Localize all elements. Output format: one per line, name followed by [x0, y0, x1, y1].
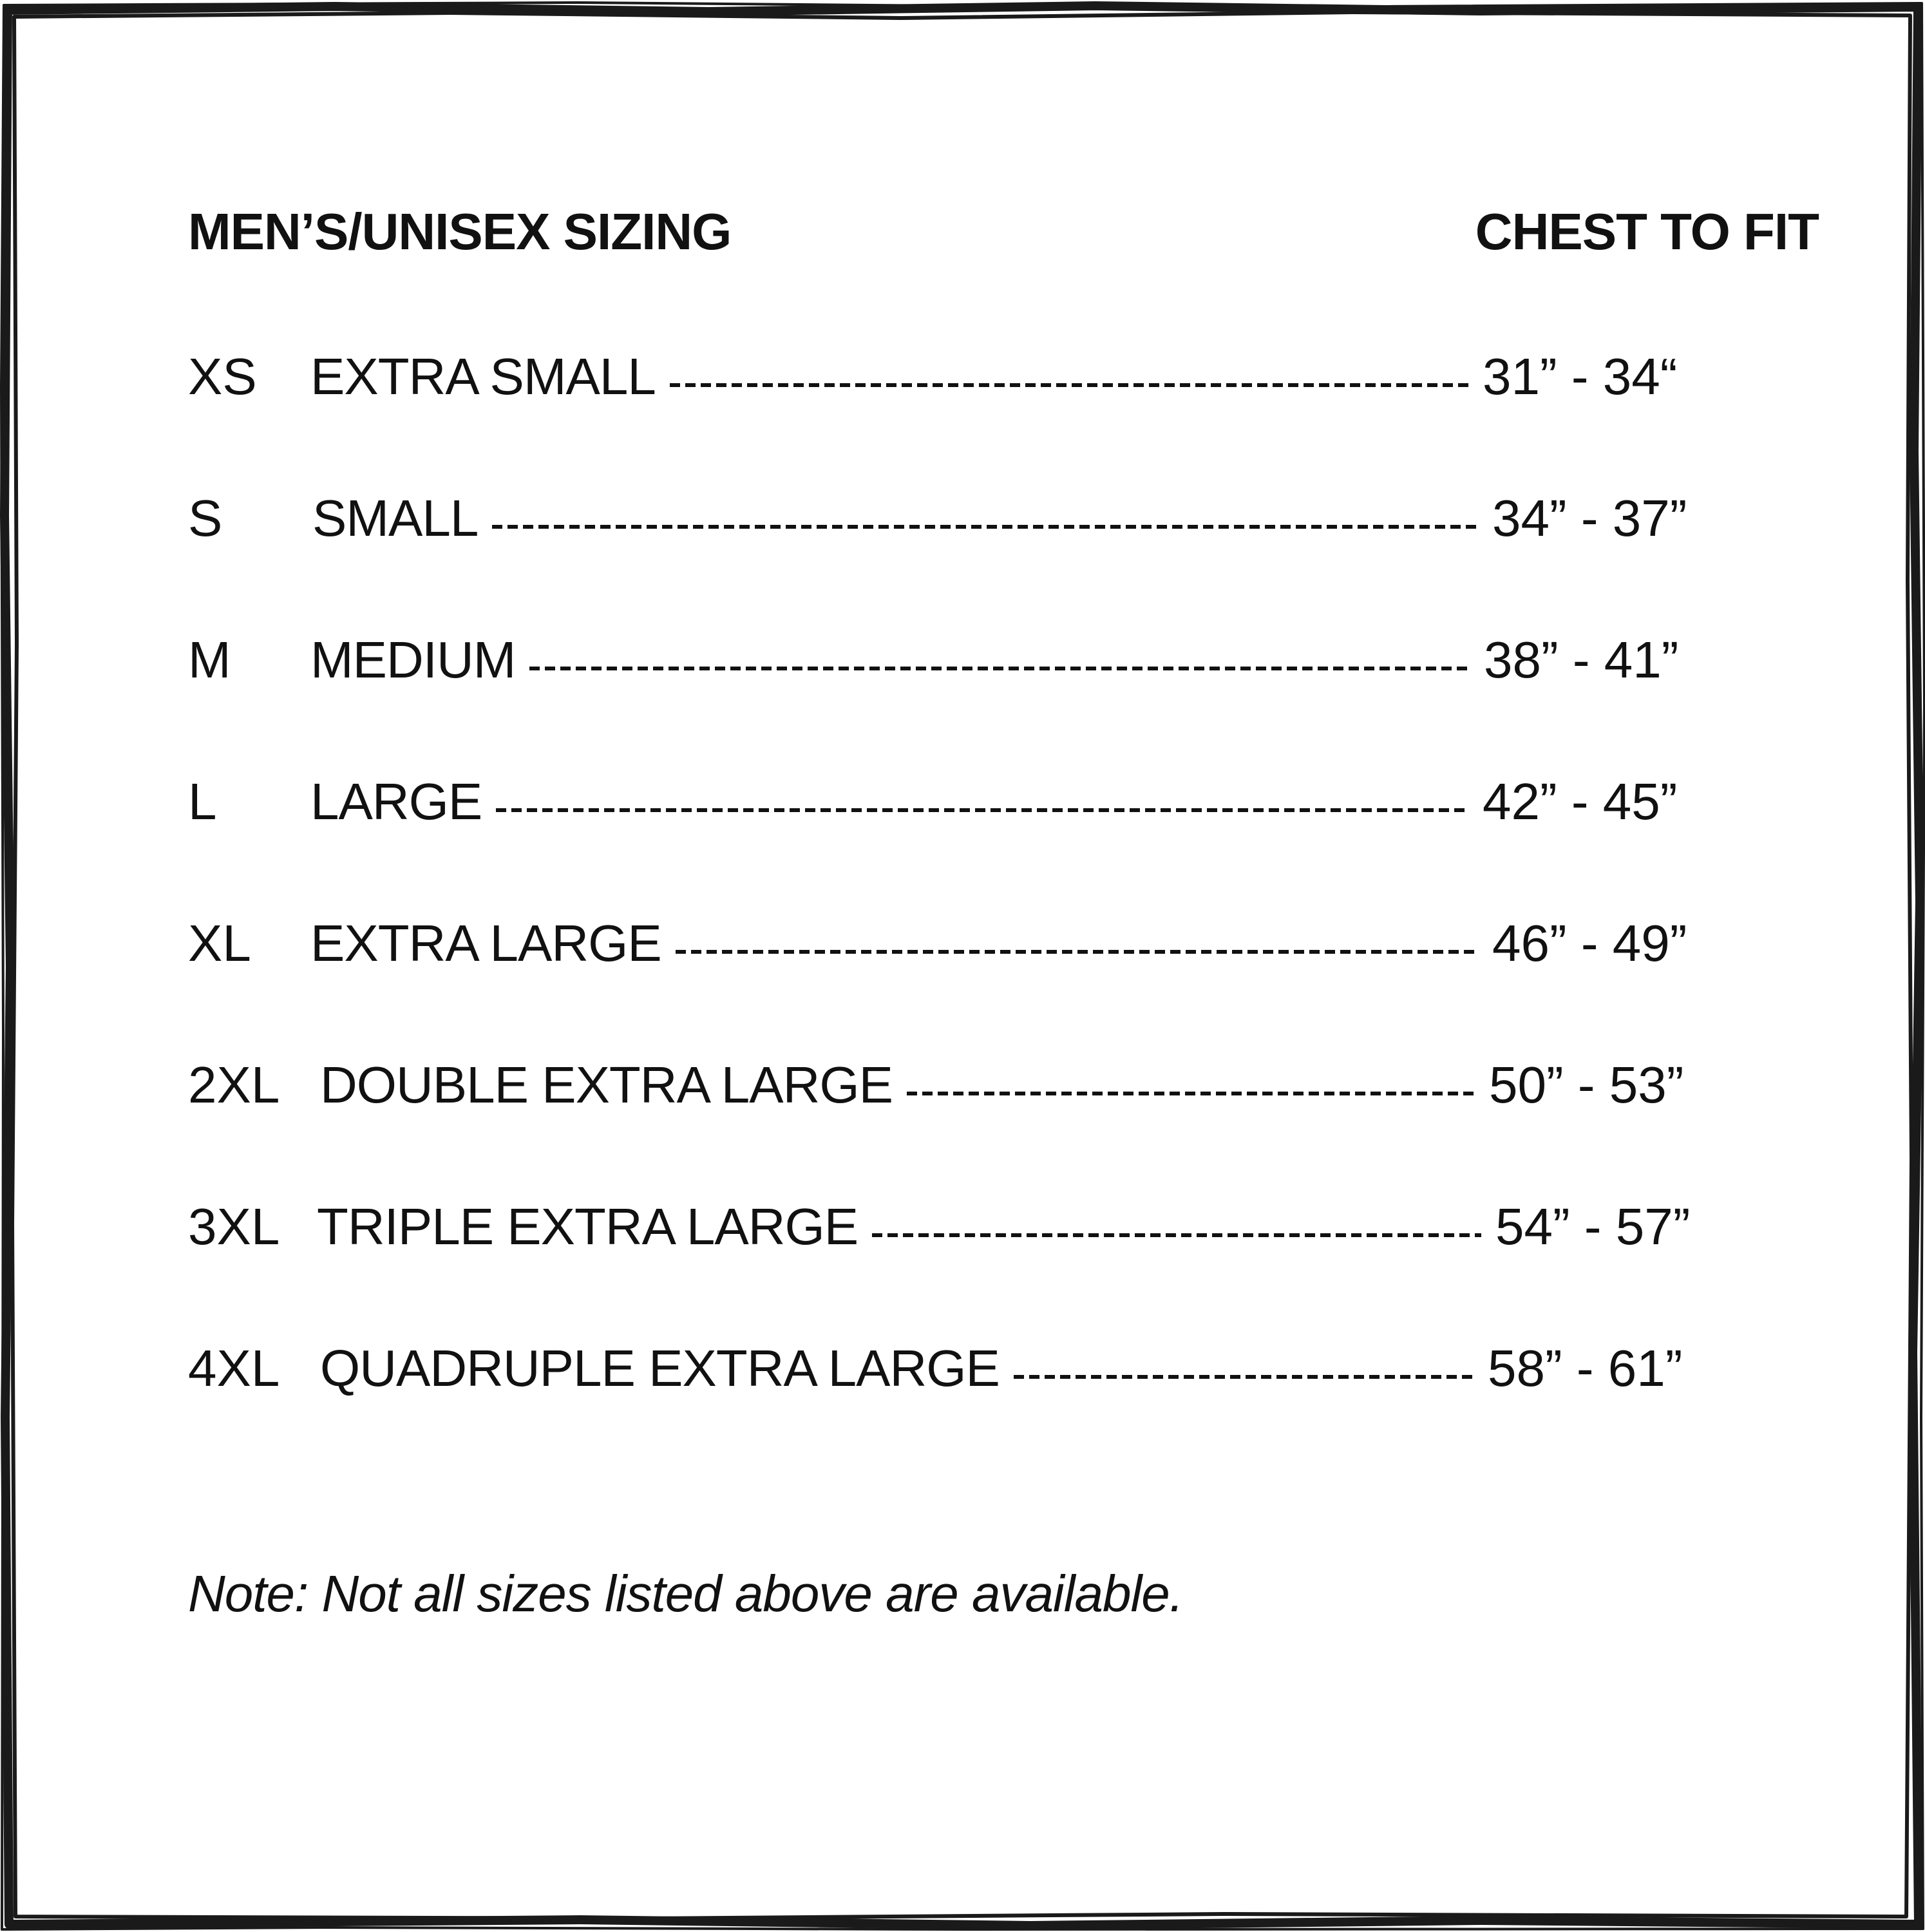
chest-range: 54” - 57”	[1495, 1198, 1691, 1255]
chest-column-header: CHEST TO FIT	[1475, 203, 1819, 260]
chart-title: MEN’S/UNISEX SIZING	[188, 203, 732, 260]
size-code: 2XL	[188, 1056, 280, 1113]
size-code: M	[188, 631, 231, 688]
chest-range: 58” - 61”	[1488, 1340, 1683, 1397]
dashed-leader	[492, 486, 1478, 551]
dashed-leader	[907, 1053, 1475, 1117]
size-row-m	[188, 628, 1721, 692]
size-code: XS	[188, 348, 257, 405]
size-row-l	[188, 770, 1721, 834]
size-name: EXTRA SMALL	[310, 348, 656, 405]
chest-range: 42” - 45”	[1483, 773, 1678, 830]
size-row-xl	[188, 911, 1721, 976]
dashed-leader	[1014, 1336, 1475, 1401]
size-row-xs	[188, 345, 1721, 409]
size-code: S	[188, 489, 223, 547]
chest-range: 46” - 49”	[1492, 914, 1687, 972]
size-name: DOUBLE EXTRA LARGE	[320, 1056, 893, 1113]
dashed-leader	[529, 628, 1470, 692]
size-row-2xl	[188, 1053, 1721, 1117]
dashed-leader	[496, 770, 1468, 834]
size-name: SMALL	[312, 489, 479, 547]
chest-range: 38” - 41”	[1484, 631, 1679, 688]
size-row-s	[188, 486, 1721, 551]
size-code: XL	[188, 914, 251, 972]
size-name: MEDIUM	[310, 631, 516, 688]
size-row-3xl	[188, 1195, 1721, 1259]
dashed-leader	[676, 911, 1478, 976]
chest-range: 34” - 37”	[1492, 489, 1687, 547]
dashed-leader	[872, 1195, 1481, 1259]
chest-range: 31” - 34“	[1483, 348, 1678, 405]
size-code: L	[188, 773, 217, 830]
size-name: LARGE	[310, 773, 482, 830]
availability-note: Note: Not all sizes listed above are available.	[188, 1565, 1183, 1622]
dashed-leader	[670, 345, 1468, 409]
size-code: 3XL	[188, 1198, 280, 1255]
size-name: QUADRUPLE EXTRA LARGE	[320, 1340, 1000, 1397]
size-code: 4XL	[188, 1340, 280, 1397]
size-row-4xl	[188, 1336, 1721, 1401]
size-name: TRIPLE EXTRA LARGE	[317, 1198, 858, 1255]
size-name: EXTRA LARGE	[310, 914, 661, 972]
chest-range: 50” - 53”	[1489, 1056, 1684, 1113]
